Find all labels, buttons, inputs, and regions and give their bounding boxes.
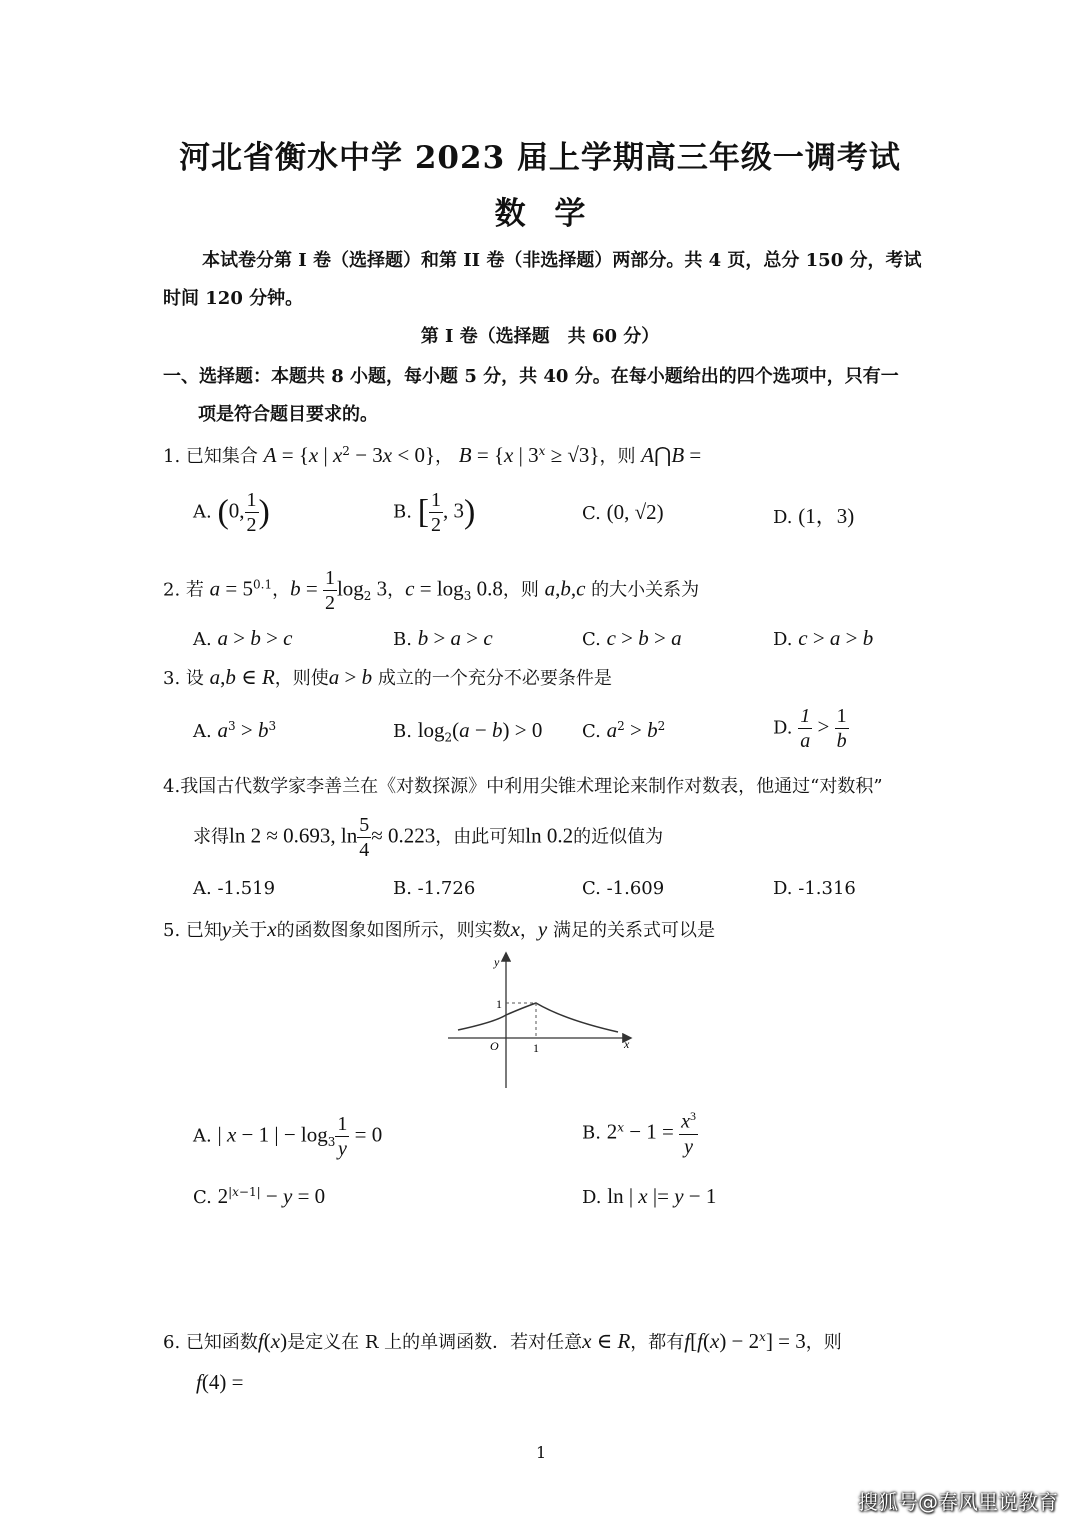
option-label: A. — [193, 1125, 212, 1147]
question-stem-c: 的函数图象如图所示，则实数 — [276, 920, 511, 941]
x-tick-label: 1 — [533, 1041, 539, 1055]
question-stem-c: 成立的一个充分不必要条件是 — [377, 668, 612, 689]
y-axis-label: y — [494, 955, 500, 969]
watermark: 搜狐号@春风里说教育 — [858, 1490, 1058, 1514]
option-a: A. -1.519 — [193, 878, 276, 899]
question-stem-b: ，则使 — [274, 668, 329, 689]
question-stem-b: ，则 — [502, 579, 539, 601]
question-stem-d: 满足的关系式可以是 — [552, 920, 715, 941]
question-number: 1. — [163, 446, 181, 467]
option-label: B. — [393, 629, 412, 650]
option-label: A. — [193, 629, 212, 650]
option-label: D. — [773, 507, 793, 528]
function-graph — [440, 948, 640, 1093]
option-label: A. — [193, 721, 212, 742]
question-1: 1. 已知集合 A = {x | $x^2 - 3x < 0$}， B = {x | $3^x \ge √3$}，则 A⋂B = — [163, 443, 702, 467]
instructions-line-1: 一、选择题：本题共 8 小题，每小题 5 分，共 40 分。在每小题给出的四个选项中，只有一 — [163, 366, 899, 387]
option-label: C. — [582, 503, 601, 524]
question-stem: 若 — [185, 579, 204, 601]
option-d: D. -1.316 — [773, 878, 856, 899]
question-5: 5. 已知y关于x的函数图象如图所示，则实数x，y 满足的关系式可以是 — [163, 917, 715, 941]
question-stem-c: 的近似值为 — [573, 826, 664, 848]
question-stem: 已知 — [185, 920, 222, 941]
subject-title: 数 学 — [494, 196, 586, 232]
option-d-text: (1，3) — [798, 504, 855, 528]
question-stem-d: ，则 — [805, 1332, 842, 1353]
question-number: 2. — [163, 579, 181, 601]
question-3: 3. 设 a,b ∈ R，则使a > b 成立的一个充分不必要条件是 — [163, 665, 612, 689]
question-stem-b: 关于 — [231, 920, 268, 941]
question-number: 4. — [163, 776, 181, 797]
question-stem: 已知集合 — [185, 446, 258, 467]
question-stem-b: ，由此可知 — [435, 826, 526, 848]
curve — [458, 1003, 618, 1032]
exam-title: 河北省衡水中学 2023 届上学期高三年级一调考试 — [179, 140, 901, 176]
question-number: 3. — [163, 668, 181, 689]
origin-label: O — [490, 1039, 499, 1053]
option-b: B. -1.726 — [393, 878, 476, 899]
question-stem: 我国古代数学家李善兰在《对数探源》中利用尖锥术理论来制作对数表，他通过“对数积” — [180, 776, 883, 797]
question-stem-c: 的大小关系为 — [591, 579, 700, 601]
option-label: B. — [582, 1122, 601, 1144]
question-6-line-2: f(4) = — [196, 1370, 244, 1394]
question-4-line-1 — [163, 772, 883, 798]
option-label: D. — [773, 717, 793, 739]
question-number: 5. — [163, 920, 181, 941]
option-label: D. — [582, 1187, 602, 1208]
instructions-line-2: 项是符合题目要求的。 — [198, 404, 378, 425]
question-6: 6. 已知函数f(x)是定义在 R 上的单调函数．若对任意x ∈ R，都有$f[f(x) - 2^x] = 3$，则 — [163, 1329, 842, 1353]
x-axis-label: x — [624, 1037, 630, 1051]
question-2: 2. 若 $a = 5^{0.1}$，b = $\frac{1}{2}$ $\log_2 3$，$c = \log_3 0.8$，则 a,b,c 的大小关系为 — [163, 567, 700, 614]
question-stem-b: 是定义在 R 上的单调函数．若对任意 — [287, 1332, 583, 1353]
option-label: A. — [193, 501, 212, 523]
option-label: C. — [582, 721, 601, 742]
option-c: C. -1.609 — [582, 878, 665, 899]
question-stem: 设 — [185, 668, 204, 689]
option-label: C. — [193, 1187, 212, 1208]
intro-line-1: 本试卷分第 I 卷（选择题）和第 II 卷（非选择题）两部分。共 4 页，总分 150 分，考试 — [202, 250, 922, 271]
question-stem-c: ，都有 — [630, 1332, 685, 1353]
intro-line-2: 时间 120 分钟。 — [163, 288, 304, 309]
option-label: B. — [393, 721, 412, 742]
option-label: C. — [582, 629, 601, 650]
y-tick-label: 1 — [496, 997, 502, 1011]
question-4-line-2: 求得ln 2 ≈ 0.693, ln $\frac{5}{4}$ ≈ 0.223，由此可知ln 0.2的近似值为 — [193, 814, 664, 861]
section-title: 第 I 卷（选择题 共 60 分） — [420, 326, 660, 347]
option-label: D. — [773, 629, 793, 650]
question-stem-a: 求得 — [193, 826, 229, 848]
question-number: 6. — [163, 1332, 181, 1353]
question-stem: 已知函数 — [185, 1332, 258, 1353]
page-number: 1 — [536, 1443, 547, 1462]
option-label: B. — [393, 501, 412, 523]
